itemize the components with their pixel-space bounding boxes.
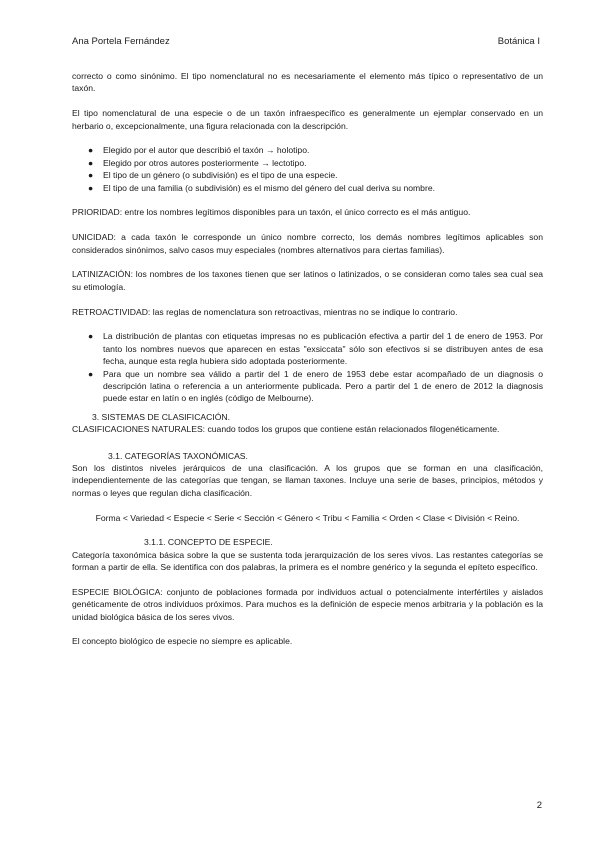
list-item: ● Elegido por el autor que describió el taxón → holotipo.	[88, 145, 310, 156]
paragraph-especie: Categoría taxonómica básica sobre la que se sustenta toda jerarquización de los seres vivos. Las restantes categorías se forman a partir de ella. Se identifica con dos palabras, la primera es el nombre genérico y la segunda el epíteto específico.	[72, 549, 543, 572]
paragraph-prioridad: PRIORIDAD: entre los nombres legítimos disponibles para un taxón, el único correcto es el más antiguo.	[72, 207, 471, 218]
bullet-icon: ●	[88, 182, 94, 193]
paragraph: El concepto biológico de especie no siempre es aplicable.	[72, 636, 293, 647]
list-item: ● Para que un nombre sea válido a partir del 1 de enero de 1953 debe estar acompañado de un diagnosis o descripción latina o referencia a un anteriormente publicada. Pero a partir del 1 de enero de 2012 la diagnosis puede estar en latín o en inglés (código de Melbourne).	[88, 368, 543, 404]
bullet-icon: ●	[88, 331, 94, 342]
paragraph-categorias: Son los distintos niveles jerárquicos de una clasificación. A los grupos que se forman en una clasificación, independientemente de las categorías que tengan, se llaman taxones. Incluye una serie de bases, principios, métodos y normas o leyes que regulan dicha clasificación.	[72, 463, 543, 498]
paragraph-unicidad: UNICIDAD: a cada taxón le corresponde un único nombre correcto, los demás nombres legítimos aplicables son considerados sinónimos, salvo casos muy especiales (nombres alternativos para ciertas familias).	[72, 232, 543, 255]
paragraph-retroactividad: RETROACTIVIDAD: las reglas de nomenclatura son retroactivas, mientras no se indique lo contrario.	[72, 306, 458, 317]
page-number: 2	[536, 800, 542, 811]
bullet-icon: ●	[88, 170, 94, 181]
paragraph: El tipo nomenclatural de una especie o de un taxón infraespecífico es generalmente un ejemplar conservado en un herbario o, excepcionalmente, una figura relacionada con la descripción.	[72, 108, 543, 131]
type-list	[72, 144, 543, 194]
rules-list	[72, 330, 543, 404]
paragraph-clasificaciones: CLASIFICACIONES NATURALES: cuando todos los grupos que contiene están relacionados filogenéticamente.	[72, 424, 500, 435]
bullet-icon: ●	[88, 368, 94, 379]
header-subject: Botánica I	[497, 36, 540, 47]
rank-sequence: Forma < Variedad < Especie < Serie < Sección < Género < Tribu < Familia < Orden < Clase < División < Reino.	[95, 512, 520, 523]
bullet-icon: ●	[88, 145, 94, 156]
paragraph-latinizacion: LATINIZACIÓN: los nombres de los taxones tienen que ser latinos o latinizados, o se consideran como tales sea cual sea su etimología.	[72, 269, 543, 292]
subsubsection-heading: 3.1.1. CONCEPTO DE ESPECIE.	[144, 537, 273, 548]
header-author: Ana Portela Fernández	[72, 36, 170, 47]
section-heading: 3. SISTEMAS DE CLASIFICACIÓN.	[92, 411, 231, 422]
list-item: ● Elegido por otros autores posteriormente → lectotipo.	[88, 157, 307, 168]
paragraph-especie-biologica: ESPECIE BIOLÓGICA: conjunto de poblaciones formada por individuos actual o potencialmente interfértiles y aislados genéticamente de otros individuos próximos. Para muchos es la definición de especie menos arbitraria y la población es la unidad biológica básica de los seres vivos.	[72, 586, 543, 622]
paragraph: correcto o como sinónimo. El tipo nomenclatural no es necesariamente el elemento más típico o representativo de un taxón.	[72, 71, 543, 94]
list-item: ● La distribución de plantas con etiquetas impresas no es publicación efectiva a partir del 1 de enero de 1953. Por tanto los nombres nuevos que aparecen en estas "exsiccata" sólo son efectivos si se distribuyen antes de esa fecha, aunque esta regla hubiera sido adoptada posteriormente.	[88, 331, 543, 367]
document-body	[72, 70, 543, 648]
bullet-icon: ●	[88, 157, 94, 168]
list-item: ● El tipo de una familia (o subdivisión) es el mismo del género del cual deriva su nombre.	[88, 182, 435, 193]
subsection-heading: 3.1. CATEGORÍAS TAXONÓMICAS.	[108, 450, 248, 461]
list-item: ● El tipo de un género (o subdivisión) es el tipo de una especie.	[88, 170, 338, 181]
